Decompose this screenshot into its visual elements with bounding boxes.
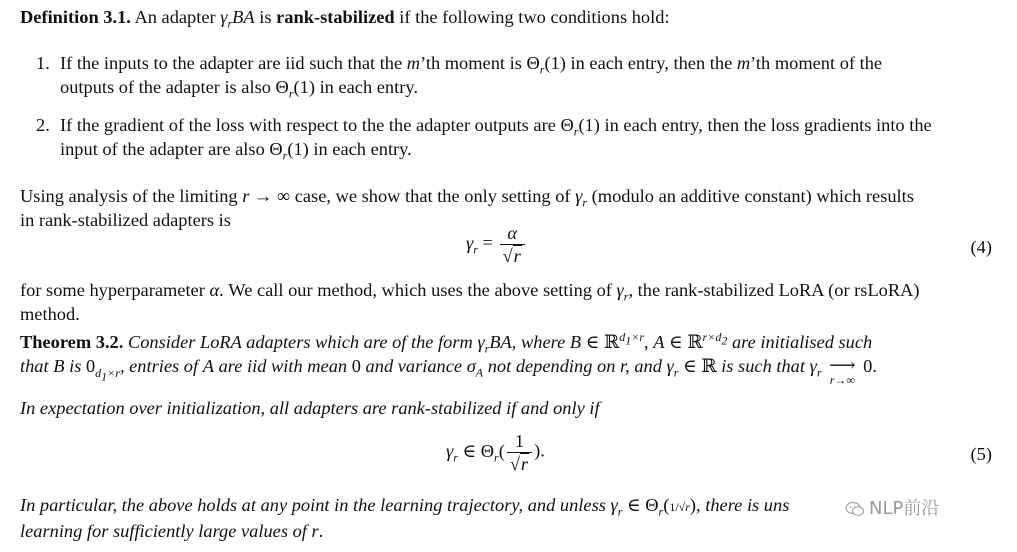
definition-line: Definition 3.1. An adapter $\gamma_rBA$ is rank-stabilized if the following two conditions hold: [20,7,670,31]
analysis-line2: in rank-stabilized adapters is [20,210,231,230]
condition-2-line1: If the gradient of the loss with respect to the the adapter outputs are $\Theta_r(1)$ in each entry, then the loss gradients into the [60,115,932,139]
method-line1: for some hyperparameter α. We call our method, which uses the above setting of $\gamma_r$, the rank-stabilized LoRA (or rsLoRA) [20,280,920,304]
theorem-line3: In expectation over initialization, all adapters are rank-stabilized if and only if [20,398,600,418]
math-gamma-BA: $\gamma_rBA$ [220,7,255,31]
definition-term: rank-stabilized [276,7,395,27]
condition-2-line2: input of the adapter are also $\Theta_r(1)$ in each entry. [60,139,412,163]
conclusion-line2: learning for sufficiently large values of r. [20,521,324,541]
equation-5-denominator: r [520,454,529,474]
conclusion-line1: In particular, the above holds at any point in the learning trajectory, and unless $\gamma_r$ ∈ $\Theta_r(1/√r)$, there is uns [20,495,790,519]
equation-4-fraction: $\frac{\alpha}{√r}$ [500,222,525,267]
condition-2-number: 2. [36,115,50,135]
method-line2: method. [20,304,80,324]
equation-5-fraction: $\frac{1}{√r}$ [507,430,532,475]
equation-5-number: (5) [970,444,992,464]
equation-4: $\gamma_r$ = $\frac{\alpha}{√r}$ [466,222,527,267]
theorem-line1: Theorem 3.2. Consider LoRA adapters which are of the form $\gamma_rBA$, where B ∈ ℝ$^{d_1\times r}$, A ∈ ℝ$^{r\times d_2}$ are initialised such [20,329,873,356]
theorem-label: Theorem 3.2. [20,332,124,352]
equation-4-numerator: α [500,222,525,245]
equation-4-denominator: r [513,246,521,266]
watermark-text: NLP前沿 [869,498,940,519]
condition-1-line1: If the inputs to the adapter are iid such that the m’th moment is $\Theta_r(1)$ in each entry, then the m’th moment of the [60,53,883,77]
theorem-line2: that B is $0_{d_1\times r}$, entries of A are iid with mean 0 and variance $\sigma_A$ not depending on r, and $\gamma_r$ ∈ ℝ is such that $\gamma_r$ ⟶ r→∞ 0. [20,355,877,387]
limit-arrow: ⟶ r→∞ [829,355,856,387]
definition-label: Definition 3.1. [20,7,131,27]
condition-1-number: 1. [36,53,50,73]
equation-5: $\gamma_r$ ∈ $\Theta_r$( $\frac{1}{√r}$ ). [446,431,545,474]
equation-5-numerator: 1 [507,430,532,453]
condition-1-line2: outputs of the adapter is also $\Theta_r(1)$ in each entry. [60,77,418,101]
equation-4-number: (4) [970,237,992,257]
watermark [845,494,939,520]
wechat-icon [845,501,865,517]
analysis-line1: Using analysis of the limiting r → ∞ case, we show that the only setting of $\gamma_r$ (modulo an additive constant) which results [20,186,914,210]
